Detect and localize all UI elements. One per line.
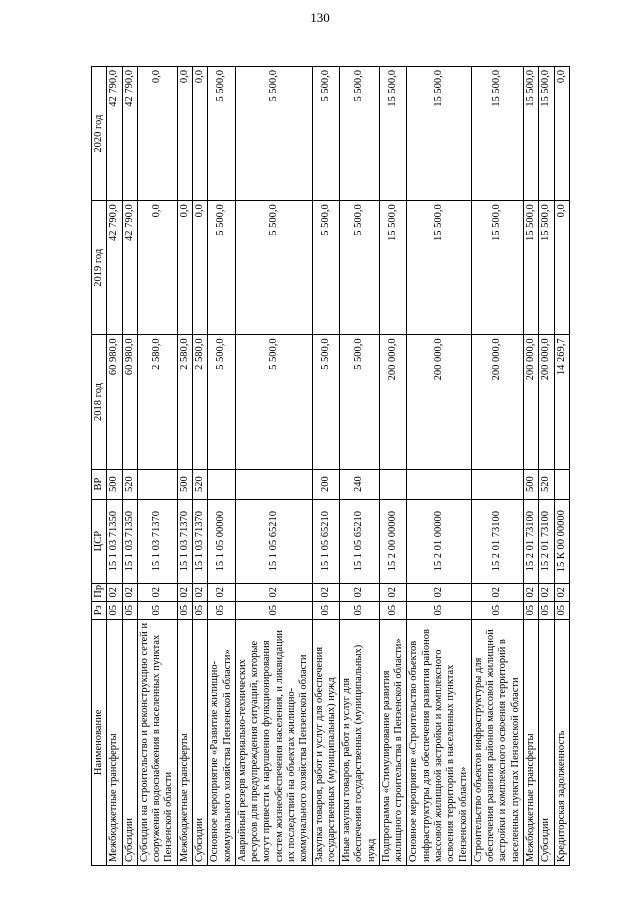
cell-2020: 5 500,0: [235, 67, 312, 201]
cell-vr: [554, 469, 569, 499]
cell-pr: 02: [379, 583, 407, 601]
cell-name: Субсидии: [122, 619, 137, 865]
cell-csr: 15 1 05 00000: [208, 499, 236, 583]
cell-2019: 42 790,0: [107, 201, 122, 335]
cell-2020: 0,0: [554, 67, 569, 201]
cell-csr: 15 1 03 71370: [192, 499, 207, 583]
cell-vr: [471, 469, 523, 499]
table-row: [524, 67, 539, 866]
header-name: Наименование: [92, 619, 107, 865]
cell-vr: 200: [312, 469, 340, 499]
cell-rz: 05: [340, 601, 380, 619]
budget-table: [91, 66, 570, 866]
cell-rz: 05: [471, 601, 523, 619]
cell-2020: 42 790,0: [107, 67, 122, 201]
cell-pr: 02: [107, 583, 122, 601]
cell-2020: 5 500,0: [208, 67, 236, 201]
cell-rz: 05: [379, 601, 407, 619]
table-row: [177, 67, 192, 866]
cell-csr: 15 2 01 73100: [524, 499, 539, 583]
cell-pr: 02: [407, 583, 471, 601]
cell-rz: 05: [524, 601, 539, 619]
cell-2018: 5 500,0: [340, 335, 380, 469]
table-rotated-frame: [91, 66, 567, 866]
cell-csr: 15 1 05 65210: [340, 499, 380, 583]
cell-name: Межбюджетные трансферты: [107, 619, 122, 865]
header-csr: ЦСР: [92, 499, 107, 583]
cell-2020: 0,0: [137, 67, 177, 201]
cell-name: Кредиторская задолженность: [554, 619, 569, 865]
page-number: 130: [310, 10, 330, 25]
cell-vr: [379, 469, 407, 499]
table-row: [235, 67, 312, 866]
cell-csr: 15 2 01 73100: [539, 499, 554, 583]
cell-vr: 520: [122, 469, 137, 499]
cell-2018: 5 500,0: [235, 335, 312, 469]
table-container: [91, 66, 567, 866]
cell-2019: 5 500,0: [312, 201, 340, 335]
cell-2020: 15 500,0: [407, 67, 471, 201]
cell-2019: 15 500,0: [471, 201, 523, 335]
cell-pr: 02: [471, 583, 523, 601]
cell-vr: 520: [192, 469, 207, 499]
cell-vr: 500: [107, 469, 122, 499]
cell-pr: 02: [312, 583, 340, 601]
header-rz: Рз: [92, 601, 107, 619]
cell-csr: 15 1 05 65210: [312, 499, 340, 583]
cell-vr: 520: [539, 469, 554, 499]
cell-name: Субсидии: [192, 619, 207, 865]
header-pr: Пр: [92, 583, 107, 601]
cell-vr: 240: [340, 469, 380, 499]
cell-2019: 15 500,0: [539, 201, 554, 335]
cell-2019: 42 790,0: [122, 201, 137, 335]
cell-rz: 05: [235, 601, 312, 619]
table-row: [312, 67, 340, 866]
cell-pr: 02: [235, 583, 312, 601]
cell-rz: 05: [177, 601, 192, 619]
cell-vr: [407, 469, 471, 499]
cell-2019: 0,0: [137, 201, 177, 335]
cell-2020: 0,0: [192, 67, 207, 201]
cell-2019: 15 500,0: [407, 201, 471, 335]
table-row: [208, 67, 236, 866]
cell-csr: 15 2 00 00000: [379, 499, 407, 583]
cell-name: Аварийный резерв материально-технических ресурсов для предупреждения ситуаций, которые могут привести к нарушению функционирования систем жизнеобеспечения населения, и ликвидации их последствий на объектах жилищно-коммунального хозяйства Пензенской области: [235, 619, 312, 865]
cell-2020: 5 500,0: [340, 67, 380, 201]
cell-name: Иные закупки товаров, работ и услуг для обеспечения государственных (муниципальных) нужд: [340, 619, 380, 865]
cell-2019: 5 500,0: [340, 201, 380, 335]
cell-name: Межбюджетные трансферты: [524, 619, 539, 865]
cell-csr: 15 1 03 71350: [122, 499, 137, 583]
cell-2019: 0,0: [554, 201, 569, 335]
cell-pr: 02: [524, 583, 539, 601]
cell-2020: 15 500,0: [379, 67, 407, 201]
table-row: [539, 67, 554, 866]
header-vr: ВР: [92, 469, 107, 499]
cell-csr: 15 1 05 65210: [235, 499, 312, 583]
cell-2018: 200 000,0: [524, 335, 539, 469]
cell-2018: 200 000,0: [407, 335, 471, 469]
cell-pr: 02: [208, 583, 236, 601]
table-row: [471, 67, 523, 866]
cell-vr: 500: [524, 469, 539, 499]
cell-2018: 2 580,0: [137, 335, 177, 469]
cell-vr: [137, 469, 177, 499]
cell-csr: 15 К 00 00000: [554, 499, 569, 583]
cell-2018: 60 980,0: [107, 335, 122, 469]
table-row: [340, 67, 380, 866]
cell-2019: 15 500,0: [524, 201, 539, 335]
cell-csr: 15 1 03 71350: [107, 499, 122, 583]
table-header-row: [92, 67, 107, 866]
cell-pr: 02: [554, 583, 569, 601]
cell-rz: 05: [312, 601, 340, 619]
cell-2020: 15 500,0: [539, 67, 554, 201]
cell-name: Основное мероприятие «Строительство объектов инфраструктуры для обеспечения развития районов массовой жилищной застройки и комплексного освоения территорий в населенных пунктах Пензенской области»: [407, 619, 471, 865]
cell-rz: 05: [192, 601, 207, 619]
cell-2018: 5 500,0: [208, 335, 236, 469]
header-2018: 2018 год: [92, 335, 107, 469]
cell-pr: 02: [122, 583, 137, 601]
cell-name: Субсидии: [539, 619, 554, 865]
cell-vr: [208, 469, 236, 499]
table-row: [107, 67, 122, 866]
table-row: [407, 67, 471, 866]
cell-name: Субсидии на строительство и реконструкцию сетей и сооружений водоснабжения в населенных пунктах Пензенской области: [137, 619, 177, 865]
cell-name: Межбюджетные трансферты: [177, 619, 192, 865]
table-row: [137, 67, 177, 866]
cell-2020: 15 500,0: [471, 67, 523, 201]
cell-pr: 02: [137, 583, 177, 601]
cell-2018: 200 000,0: [471, 335, 523, 469]
cell-pr: 02: [192, 583, 207, 601]
cell-pr: 02: [177, 583, 192, 601]
cell-pr: 02: [340, 583, 380, 601]
cell-2019: 5 500,0: [208, 201, 236, 335]
cell-rz: 05: [122, 601, 137, 619]
cell-2020: 15 500,0: [524, 67, 539, 201]
table-row: [192, 67, 207, 866]
cell-name: Основное мероприятие «Развитие жилищно-коммунального хозяйства Пензенской области»: [208, 619, 236, 865]
cell-vr: 500: [177, 469, 192, 499]
cell-2020: 0,0: [177, 67, 192, 201]
cell-name: Строительство объектов инфраструктуры для обеспечения развития районов массовой жилищной застройки и комплексного освоения территорий в населенных пунктах Пензенской области: [471, 619, 523, 865]
cell-csr: 15 1 03 71370: [177, 499, 192, 583]
cell-name: Подпрограмма «Стимулирование развития жилищного строительства в Пензенской области»: [379, 619, 407, 865]
cell-2019: 5 500,0: [235, 201, 312, 335]
cell-rz: 05: [554, 601, 569, 619]
cell-csr: 15 1 03 71370: [137, 499, 177, 583]
cell-2019: 0,0: [192, 201, 207, 335]
table-row: [379, 67, 407, 866]
header-2019: 2019 год: [92, 201, 107, 335]
cell-rz: 05: [208, 601, 236, 619]
cell-2019: 15 500,0: [379, 201, 407, 335]
cell-2018: 60 980,0: [122, 335, 137, 469]
cell-pr: 02: [539, 583, 554, 601]
cell-2018: 200 000,0: [379, 335, 407, 469]
cell-rz: 05: [107, 601, 122, 619]
cell-2018: 2 580,0: [192, 335, 207, 469]
cell-2018: 14 269,7: [554, 335, 569, 469]
cell-2018: 2 580,0: [177, 335, 192, 469]
cell-2020: 5 500,0: [312, 67, 340, 201]
cell-csr: 15 2 01 73100: [471, 499, 523, 583]
cell-2018: 5 500,0: [312, 335, 340, 469]
cell-rz: 05: [407, 601, 471, 619]
header-2020: 2020 год: [92, 67, 107, 201]
cell-2018: 200 000,0: [539, 335, 554, 469]
table-row: [554, 67, 569, 866]
cell-csr: 15 2 01 00000: [407, 499, 471, 583]
cell-rz: 05: [137, 601, 177, 619]
cell-name: Закупка товаров, работ и услуг для обеспечения государственных (муниципальных) нужд: [312, 619, 340, 865]
table-row: [122, 67, 137, 866]
cell-2019: 0,0: [177, 201, 192, 335]
cell-vr: [235, 469, 312, 499]
cell-2020: 42 790,0: [122, 67, 137, 201]
cell-rz: 05: [539, 601, 554, 619]
